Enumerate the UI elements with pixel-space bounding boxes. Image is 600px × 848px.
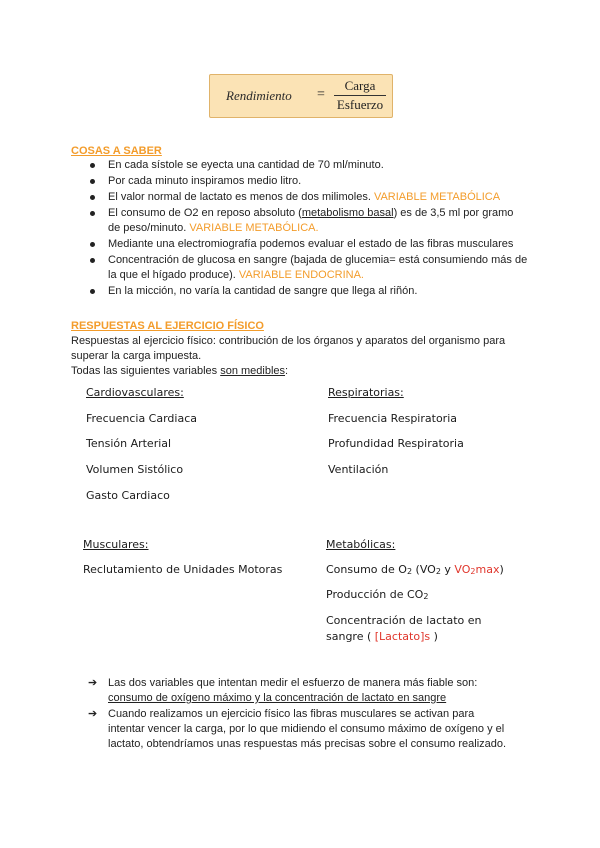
list-item: ➔ Las dos variables que intentan medir el esfuerzo de manera más fiable son: consumo de oxígeno máximo y la concentración de lactato en sangre bbox=[88, 677, 478, 704]
cosas-heading: COSAS A SABER bbox=[71, 145, 162, 157]
resp-item: Frecuencia Respiratoria bbox=[328, 412, 457, 425]
metab-lactato-1: Concentración de lactato en bbox=[326, 614, 482, 627]
bullet-icon bbox=[90, 289, 95, 294]
bullet-icon bbox=[90, 242, 95, 247]
respuestas-intro: Respuestas al ejercicio físico: contribución de los órganos y aparatos del organismo para superar la carga impuesta. bbox=[71, 335, 506, 362]
musc-title: Musculares: bbox=[83, 538, 149, 551]
metab-produccion: Producción de CO2 bbox=[326, 588, 429, 601]
list-item: Por cada minuto inspiramos medio litro. bbox=[88, 174, 528, 189]
formula-box bbox=[209, 74, 393, 118]
resp-item: Ventilación bbox=[328, 463, 389, 476]
metab-consumo: Consumo de O2 (VO2 y VO2max) bbox=[326, 563, 504, 576]
formula-numerator: Carga bbox=[344, 78, 376, 93]
variable-tag: VARIABLE METABÓLICA. bbox=[189, 222, 319, 234]
bullet-icon bbox=[90, 179, 95, 184]
cardio-item: Volumen Sistólico bbox=[86, 463, 184, 476]
bullet-icon bbox=[90, 195, 95, 200]
list-item: Concentración de glucosa en sangre (bajada de glucemia= está consumiendo más de la que el hígado produce). VARIABLE ENDOCRINA. bbox=[88, 253, 528, 283]
medibles-line: Todas las siguientes variables son medibles: bbox=[71, 365, 289, 377]
bullet-icon bbox=[90, 163, 95, 168]
arrow-right-icon: ➔ bbox=[88, 708, 98, 720]
variable-tag: VARIABLE ENDOCRINA. bbox=[238, 269, 364, 281]
resp-item: Profundidad Respiratoria bbox=[328, 437, 464, 450]
cardio-title: Cardiovasculares: bbox=[86, 386, 184, 399]
bullet-icon bbox=[90, 211, 95, 216]
resp-title: Respiratorias: bbox=[328, 386, 404, 399]
musc-item: Reclutamiento de Unidades Motoras bbox=[83, 563, 283, 576]
cardio-item: Gasto Cardiaco bbox=[86, 489, 170, 502]
metab-lactato-2: sangre ( [Lactato]s ) bbox=[326, 630, 438, 643]
list-item: En la micción, no varía la cantidad de sangre que llega al riñón. bbox=[88, 284, 528, 299]
formula-fraction-bar bbox=[334, 95, 386, 96]
list-item: Mediante una electromiografía podemos evaluar el estado de las fibras musculares bbox=[88, 237, 528, 252]
formula-denominator: Esfuerzo bbox=[336, 97, 384, 112]
variable-tag: VARIABLE METABÓLICA bbox=[373, 191, 501, 203]
formula-equals: = bbox=[317, 87, 325, 102]
list-item: ➔ Cuando realizamos un ejercicio físico las fibras musculares se activan para intentar vencer la carga, por lo que midiendo el consumo máximo de oxígeno y el lactato, obtendríamos unas respuestas más precisas sobre el consumo realizado. bbox=[88, 708, 507, 750]
formula-lhs: Rendimiento bbox=[226, 88, 292, 103]
metab-title: Metabólicas: bbox=[326, 538, 396, 551]
bullet-icon bbox=[90, 258, 95, 263]
arrow-right-icon: ➔ bbox=[88, 677, 98, 689]
cardio-item: Frecuencia Cardiaca bbox=[86, 412, 197, 425]
conclusions-list bbox=[88, 676, 508, 753]
cosas-list bbox=[88, 158, 528, 300]
list-item: En cada sístole se eyecta una cantidad de 70 ml/minuto. bbox=[88, 158, 528, 173]
list-item: El valor normal de lactato es menos de dos milimoles. VARIABLE METABÓLICA bbox=[88, 190, 528, 205]
list-item: El consumo de O2 en reposo absoluto (metabolismo basal) es de 3,5 ml por gramo de peso/minuto. VARIABLE METABÓLICA. bbox=[88, 206, 528, 236]
cardio-item: Tensión Arterial bbox=[86, 437, 172, 450]
respuestas-heading: RESPUESTAS AL EJERCICIO FÍSICO bbox=[71, 320, 264, 332]
